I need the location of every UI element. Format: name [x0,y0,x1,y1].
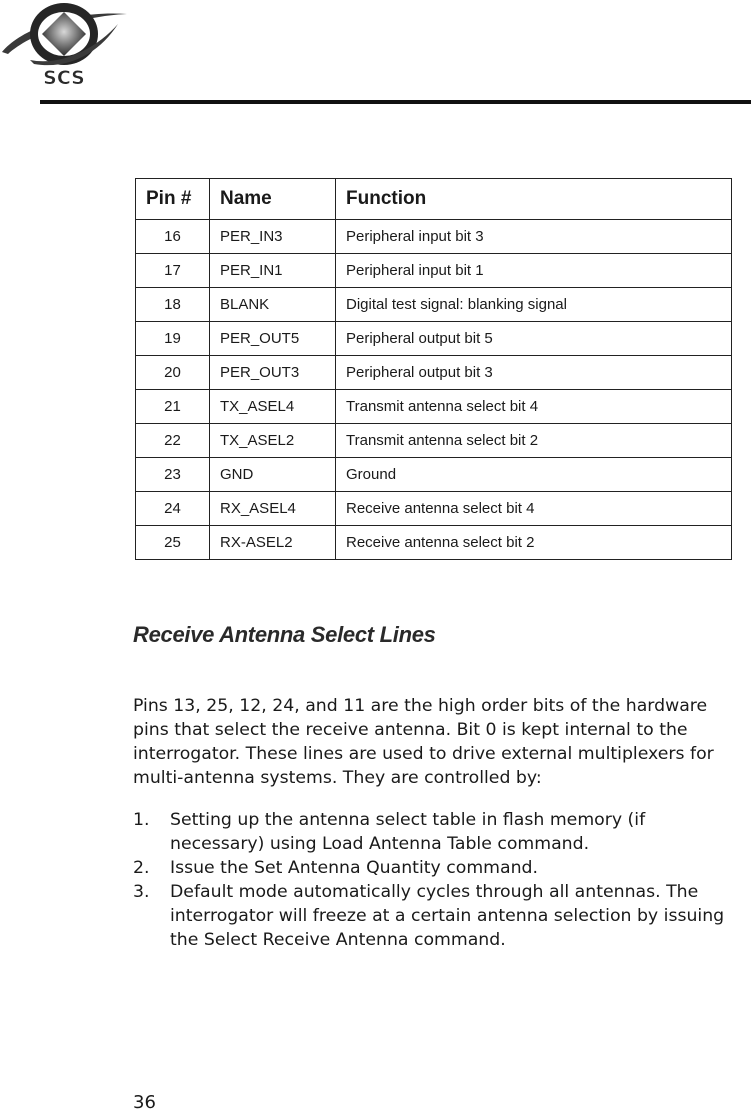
function-cell: Receive antenna select bit 4 [336,492,732,526]
list-item [133,808,738,856]
list-item-text: Setting up the antenna select table in flash memory (if necessary) using Load Antenna Table command. [170,810,646,854]
name-cell: PER_OUT3 [210,356,336,390]
table-row [136,322,732,356]
section-paragraph: Pins 13, 25, 12, 24, and 11 are the high order bits of the hardware pins that select the receive antenna. Bit 0 is kept internal to the interrogator. These lines are used to drive external multiplexers for multi-antenna systems. They are controlled by: [133,696,714,788]
pin-cell: 19 [136,322,210,356]
pin-cell: 17 [136,254,210,288]
list-item-text: Issue the Set Antenna Quantity command. [170,858,538,878]
function-cell: Ground [336,458,732,492]
name-cell: TX_ASEL2 [210,424,336,458]
header-function: Function [336,179,732,220]
pin-cell: 22 [136,424,210,458]
function-cell: Peripheral output bit 3 [336,356,732,390]
scs-logo [0,0,130,90]
name-cell: TX_ASEL4 [210,390,336,424]
table-header-row [136,179,732,220]
table-row [136,526,732,560]
name-cell: PER_OUT5 [210,322,336,356]
header-name: Name [210,179,336,220]
table-row [136,492,732,526]
pin-cell: 21 [136,390,210,424]
scs-logo-graphic [0,0,130,90]
function-cell: Peripheral input bit 1 [336,254,732,288]
steps-list [133,808,738,952]
list-item-text: Default mode automatically cycles through all antennas. The interrogator will freeze at a certain antenna selection by issuing the Select Receive Antenna command. [170,882,725,950]
header-rule [40,100,751,104]
table-row [136,288,732,322]
function-cell: Receive antenna select bit 2 [336,526,732,560]
pin-cell: 18 [136,288,210,322]
list-item [133,856,738,880]
function-cell: Peripheral output bit 5 [336,322,732,356]
function-cell: Digital test signal: blanking signal [336,288,732,322]
table-row [136,220,732,254]
list-item-number: 3. [133,882,150,902]
name-cell: RX-ASEL2 [210,526,336,560]
list-item-number: 1. [133,810,150,830]
name-cell: GND [210,458,336,492]
function-cell: Transmit antenna select bit 2 [336,424,732,458]
table-row [136,254,732,288]
list-item [133,880,738,952]
pin-cell: 23 [136,458,210,492]
pin-cell: 16 [136,220,210,254]
table-row [136,458,732,492]
list-item-number: 2. [133,858,150,878]
page-number: 36 [133,1092,156,1113]
table-row [136,390,732,424]
logo-text: SCS [43,67,85,89]
name-cell: BLANK [210,288,336,322]
table-row [136,424,732,458]
name-cell: PER_IN3 [210,220,336,254]
section-title: Receive Antenna Select Lines [133,622,436,647]
pin-cell: 25 [136,526,210,560]
pin-cell: 24 [136,492,210,526]
pin-table [135,178,732,560]
function-cell: Peripheral input bit 3 [336,220,732,254]
table-row [136,356,732,390]
pin-cell: 20 [136,356,210,390]
header-pin: Pin # [136,179,210,220]
name-cell: PER_IN1 [210,254,336,288]
function-cell: Transmit antenna select bit 4 [336,390,732,424]
name-cell: RX_ASEL4 [210,492,336,526]
